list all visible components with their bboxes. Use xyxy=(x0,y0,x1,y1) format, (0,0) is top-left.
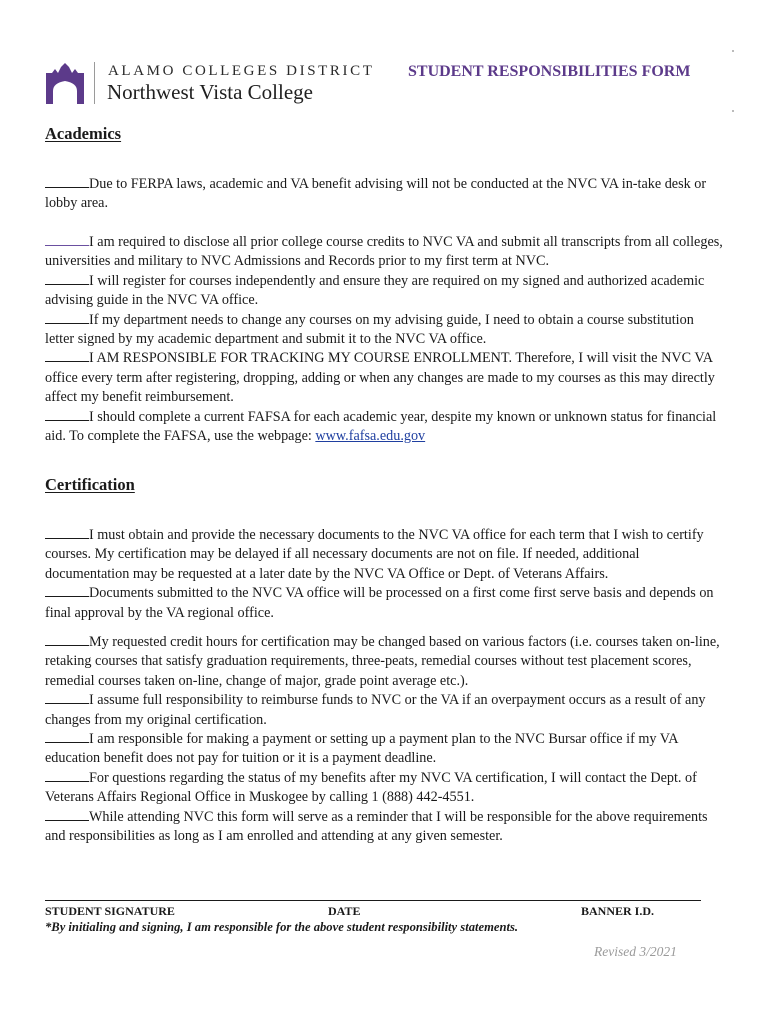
initial-blank[interactable] xyxy=(45,585,89,597)
academics-item-3 xyxy=(45,272,725,311)
statement-text: I will register for courses independently and ensure they are required on my signed and authorized academic advising guide in the NVC VA office. xyxy=(45,272,705,309)
certification-item-2 xyxy=(45,584,725,623)
student-signature-label: STUDENT SIGNATURE xyxy=(45,904,175,918)
statement-text: Documents submitted to the NVC VA office will be processed on a first come first serve basis and depends on final approval by the VA regional office. xyxy=(45,585,714,621)
academics-item-4 xyxy=(45,311,725,350)
academics-heading: Academics xyxy=(45,124,122,143)
statement-text: I am responsible for making a payment or setting up a payment plan to the NVC Bursar office if my VA education benefit does not pay for tuition or it is a payment deadline. xyxy=(45,731,678,767)
statement-text: If my department needs to change any courses on my advising guide, I need to obtain a course substitution letter signed by my academic department and submit it to the NVC VA office. xyxy=(45,311,694,348)
form-title: STUDENT RESPONSIBILITIES FORM xyxy=(408,63,691,80)
statement-text: My requested credit hours for certification may be changed based on various factors (i.e. courses taken on-line, retaking courses that satisfy graduation requirements, three-peats, remedial courses without test placement scores, remedial courses taken on-line, change of major, grade point average etc.). xyxy=(45,634,720,689)
revised-date: Revised 3/2021 xyxy=(594,944,677,959)
header-divider xyxy=(94,62,95,104)
initial-blank[interactable] xyxy=(45,176,89,188)
fafsa-link[interactable]: www.fafsa.edu.gov xyxy=(315,428,426,445)
college-logo xyxy=(46,61,84,104)
initial-blank[interactable] xyxy=(45,809,89,821)
certification-item-1 xyxy=(45,526,725,584)
initial-blank[interactable] xyxy=(45,234,89,246)
initial-blank[interactable] xyxy=(45,634,89,646)
statement-text: I assume full responsibility to reimburse funds to NVC or the VA if an overpayment occurs as a result of any changes from my original certification. xyxy=(45,692,706,728)
initial-blank[interactable] xyxy=(45,312,89,324)
certification-block-1 xyxy=(45,526,725,623)
initial-blank[interactable] xyxy=(45,273,89,285)
certification-item-6 xyxy=(45,769,725,808)
academics-item-1 xyxy=(45,175,725,214)
statement-text: I am required to disclose all prior college course credits to NVC VA and submit all transcripts from all colleges, universities and military to NVC Admissions and Records prior to my first term at NVC. xyxy=(45,234,723,270)
initial-blank[interactable] xyxy=(45,692,89,704)
banner-id-label: BANNER I.D. xyxy=(581,904,655,918)
statement-text: I must obtain and provide the necessary documents to the NVC VA office for each term that I wish to certify courses. My certification may be delayed if all necessary documents are not on file. If needed, additional documentation may be requested at a later date by the NVC VA Office or Dept. of Veterans Affairs. xyxy=(45,527,704,582)
certification-item-7 xyxy=(45,808,725,847)
certification-item-5 xyxy=(45,730,725,769)
statement-text: I should complete a current FAFSA for each academic year, despite my known or unknown status for financial aid. To complete the FAFSA, use the webpage: xyxy=(45,408,717,445)
initial-blank[interactable] xyxy=(45,409,89,421)
signature-note: *By initialing and signing, I am responsible for the above student responsibility statements. xyxy=(45,920,519,934)
initial-blank[interactable] xyxy=(45,770,89,782)
signature-line[interactable] xyxy=(45,900,701,901)
statement-text: I AM RESPONSIBLE FOR TRACKING MY COURSE ENROLLMENT. Therefore, I will visit the NVC VA office every term after registering, dropping, adding or when any changes are made to my courses as this may directly affect my benefit reimbursement. xyxy=(45,350,715,406)
certification-block-2 xyxy=(45,633,725,846)
margin-mark xyxy=(732,110,734,112)
statement-text: While attending NVC this form will serve as a reminder that I will be responsible for the above requirements and responsibilities as long as I am enrolled and attending at any given semester. xyxy=(45,808,708,845)
college-name: Northwest Vista College xyxy=(107,80,313,104)
bell-tower-icon xyxy=(46,61,84,104)
academics-item-6 xyxy=(45,408,725,447)
initial-blank[interactable] xyxy=(45,350,89,362)
district-name: ALAMO COLLEGES DISTRICT xyxy=(108,63,375,79)
initial-blank[interactable] xyxy=(45,731,89,743)
certification-item-4 xyxy=(45,691,725,730)
date-label: DATE xyxy=(328,904,361,918)
margin-mark xyxy=(732,50,734,52)
initial-blank[interactable] xyxy=(45,527,89,539)
statement-text: Due to FERPA laws, academic and VA benefit advising will not be conducted at the NVC VA in-take desk or lobby area. xyxy=(45,176,707,212)
academics-item-5 xyxy=(45,349,725,407)
academics-block xyxy=(45,233,725,446)
statement-text: For questions regarding the status of my benefits after my NVC VA certification, I will contact the Dept. of Veterans Affairs Regional Office in Muskogee by calling 1 (888) 442-4551. xyxy=(45,769,697,806)
certification-heading: Certification xyxy=(45,475,135,494)
certification-item-3 xyxy=(45,633,725,691)
academics-item-2 xyxy=(45,233,725,272)
